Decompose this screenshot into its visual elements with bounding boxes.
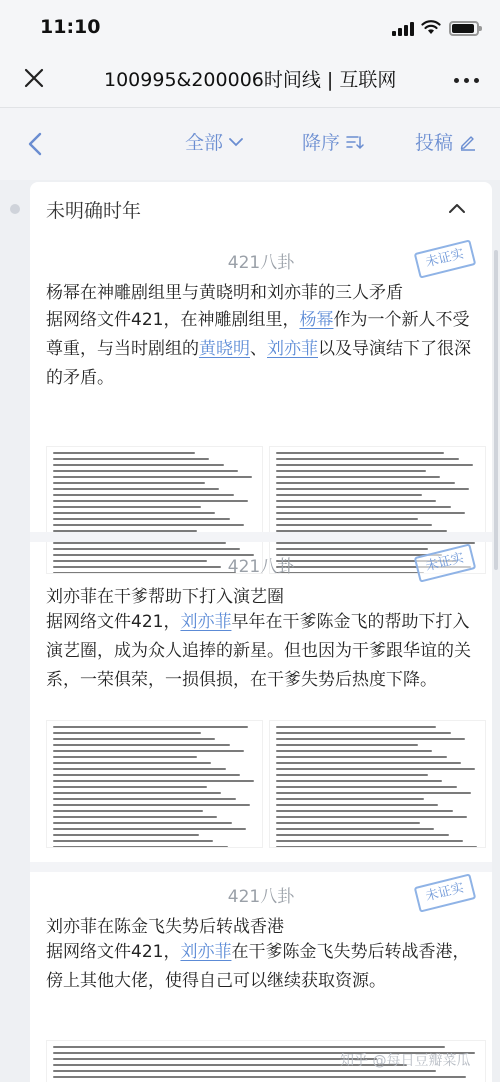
entry-divider (30, 532, 492, 542)
submit-label: 投稿 (415, 132, 454, 154)
document-text-line (276, 756, 447, 758)
entry-divider (30, 862, 492, 872)
document-text-line (276, 470, 426, 472)
watermark: 知乎 @每日豆瓣菜瓜 (340, 1053, 471, 1069)
status-time: 11:10 (40, 16, 101, 38)
close-icon[interactable] (22, 66, 46, 90)
document-text-line (53, 726, 248, 728)
document-text-line (276, 840, 463, 842)
document-text-line (53, 774, 240, 776)
chevron-down-icon (229, 137, 243, 147)
document-text-line (53, 542, 226, 544)
document-text-line (53, 750, 244, 752)
document-text-line (53, 756, 197, 758)
document-text-line (276, 792, 471, 794)
document-text-line (276, 500, 436, 502)
document-text-line (276, 512, 465, 514)
document-image[interactable] (46, 720, 263, 848)
document-text-line (276, 828, 434, 830)
submit-button[interactable] (415, 128, 477, 155)
document-text-line (276, 452, 444, 454)
document-text-line (276, 768, 475, 770)
page-title: 100995&200006时间线 | 互联网 (104, 69, 397, 91)
document-text-line (276, 822, 420, 824)
entry-body (46, 608, 482, 695)
document-text-line (53, 828, 246, 830)
more-icon[interactable] (454, 68, 480, 90)
entry-body (46, 938, 482, 996)
document-text-line (276, 458, 459, 460)
entry-source: 421八卦 (227, 557, 295, 577)
document-text-line (276, 726, 436, 728)
document-text-line (53, 762, 211, 764)
document-text-line (276, 464, 473, 466)
person-link[interactable]: 刘亦菲 (180, 612, 232, 632)
person-link[interactable]: 刘亦菲 (267, 339, 318, 359)
document-text-line (53, 822, 232, 824)
chevron-up-icon[interactable] (448, 202, 466, 214)
body-text: 据网络文件421， (46, 612, 181, 632)
document-text-line (276, 732, 451, 734)
person-link[interactable]: 刘亦菲 (180, 942, 232, 962)
pencil-icon (459, 133, 477, 151)
document-text-line (276, 846, 477, 848)
document-text-line (53, 452, 195, 454)
document-text-line (53, 792, 221, 794)
entry-title: 刘亦菲在干爹帮助下打入演艺圈 (46, 587, 284, 607)
document-text-line (53, 744, 230, 746)
document-text-line (53, 506, 201, 508)
section-title: 未明确时年 (46, 200, 142, 222)
body-text: 以及导演结下了很深的矛盾。 (46, 339, 471, 388)
document-text-line (53, 798, 236, 800)
entry-title: 杨幂在神雕剧组里与黄晓明和刘亦菲的三人矛盾 (46, 283, 403, 303)
document-text-line (53, 524, 244, 526)
document-text-line (53, 548, 240, 550)
document-text-line (276, 750, 432, 752)
document-text-line (53, 1076, 466, 1078)
document-text-line (276, 762, 461, 764)
entry-title: 刘亦菲在陈金飞失势后转战香港 (46, 917, 284, 937)
document-text-line (276, 494, 422, 496)
document-text-line (53, 840, 213, 842)
document-text-line (53, 1058, 377, 1060)
document-text-line (276, 810, 453, 812)
unverified-stamp: 未证实 (414, 543, 477, 582)
sort-button[interactable] (302, 128, 364, 155)
document-text-line (276, 798, 424, 800)
document-text-line (276, 548, 428, 550)
document-text-line (53, 780, 254, 782)
document-text-line (53, 846, 228, 848)
document-text-line (53, 458, 209, 460)
filter-dropdown[interactable] (185, 128, 243, 155)
body-text: 在干爹陈金飞失势后转战香港，傍上其他大佬，使得自己可以继续获取资源。 (46, 942, 470, 991)
document-text-line (276, 804, 438, 806)
document-text-line (276, 780, 442, 782)
document-text-line (53, 488, 219, 490)
document-text-line (53, 482, 205, 484)
document-text-line (276, 816, 467, 818)
timeline-toolbar (0, 108, 500, 180)
document-text-line (53, 804, 250, 806)
body-text: 据网络文件421， (46, 942, 181, 962)
status-bar (0, 0, 500, 52)
document-text-line (53, 518, 230, 520)
document-text-line (276, 834, 449, 836)
body-text: 作为一个新人不受尊重，与当时剧组的 (46, 310, 470, 359)
document-text-line (53, 464, 224, 466)
document-text-line (276, 524, 432, 526)
entry-source: 421八卦 (227, 887, 295, 907)
document-text-line (276, 542, 475, 544)
document-text-line (53, 512, 215, 514)
filter-label: 全部 (185, 132, 224, 154)
document-text-line (53, 1070, 436, 1072)
document-image[interactable] (269, 720, 486, 848)
body-text: 早年在干爹陈金飞的帮助下打入演艺圈，成为众人追捧的新星。但也因为干爹跟华谊的关系，一荣俱荣，一损俱损，在干爹失势后热度下降。 (46, 612, 471, 690)
document-text-line (53, 500, 248, 502)
document-text-line (53, 494, 234, 496)
signal-icon (392, 22, 414, 36)
entry-body (46, 306, 482, 393)
document-text-line (53, 768, 226, 770)
unverified-stamp: 未证实 (414, 239, 477, 278)
person-link[interactable]: 杨幂 (299, 310, 334, 330)
wifi-icon (421, 19, 441, 35)
document-text-line (53, 1046, 445, 1048)
document-text-line (276, 518, 418, 520)
document-text-line (53, 476, 252, 478)
timeline-section (30, 182, 492, 1082)
sort-icon (346, 134, 364, 150)
body-text: 据网络文件421，在神雕剧组里， (46, 310, 300, 330)
document-text-line (276, 744, 418, 746)
back-chevron-icon[interactable] (26, 132, 44, 156)
document-text-line (276, 488, 469, 490)
document-text-line (53, 470, 238, 472)
battery-icon (449, 21, 479, 36)
entry-source: 421八卦 (227, 253, 295, 273)
document-text-line (53, 738, 215, 740)
unverified-stamp: 未证实 (414, 873, 477, 912)
app-header (0, 52, 500, 108)
timeline-dot (10, 204, 20, 214)
sort-label: 降序 (302, 132, 341, 154)
entry-images[interactable] (46, 720, 486, 848)
document-text-line (276, 774, 428, 776)
document-text-line (53, 732, 201, 734)
document-text-line (276, 738, 465, 740)
document-text-line (53, 834, 199, 836)
document-text-line (276, 786, 457, 788)
document-text-line (53, 810, 203, 812)
document-text-line (276, 482, 455, 484)
document-text-line (276, 476, 440, 478)
person-link[interactable]: 黄晓明 (199, 339, 250, 359)
scrollbar[interactable] (494, 250, 498, 570)
document-text-line (53, 786, 207, 788)
document-text-line (276, 506, 451, 508)
document-text-line (53, 816, 217, 818)
body-text: 、 (250, 339, 267, 359)
